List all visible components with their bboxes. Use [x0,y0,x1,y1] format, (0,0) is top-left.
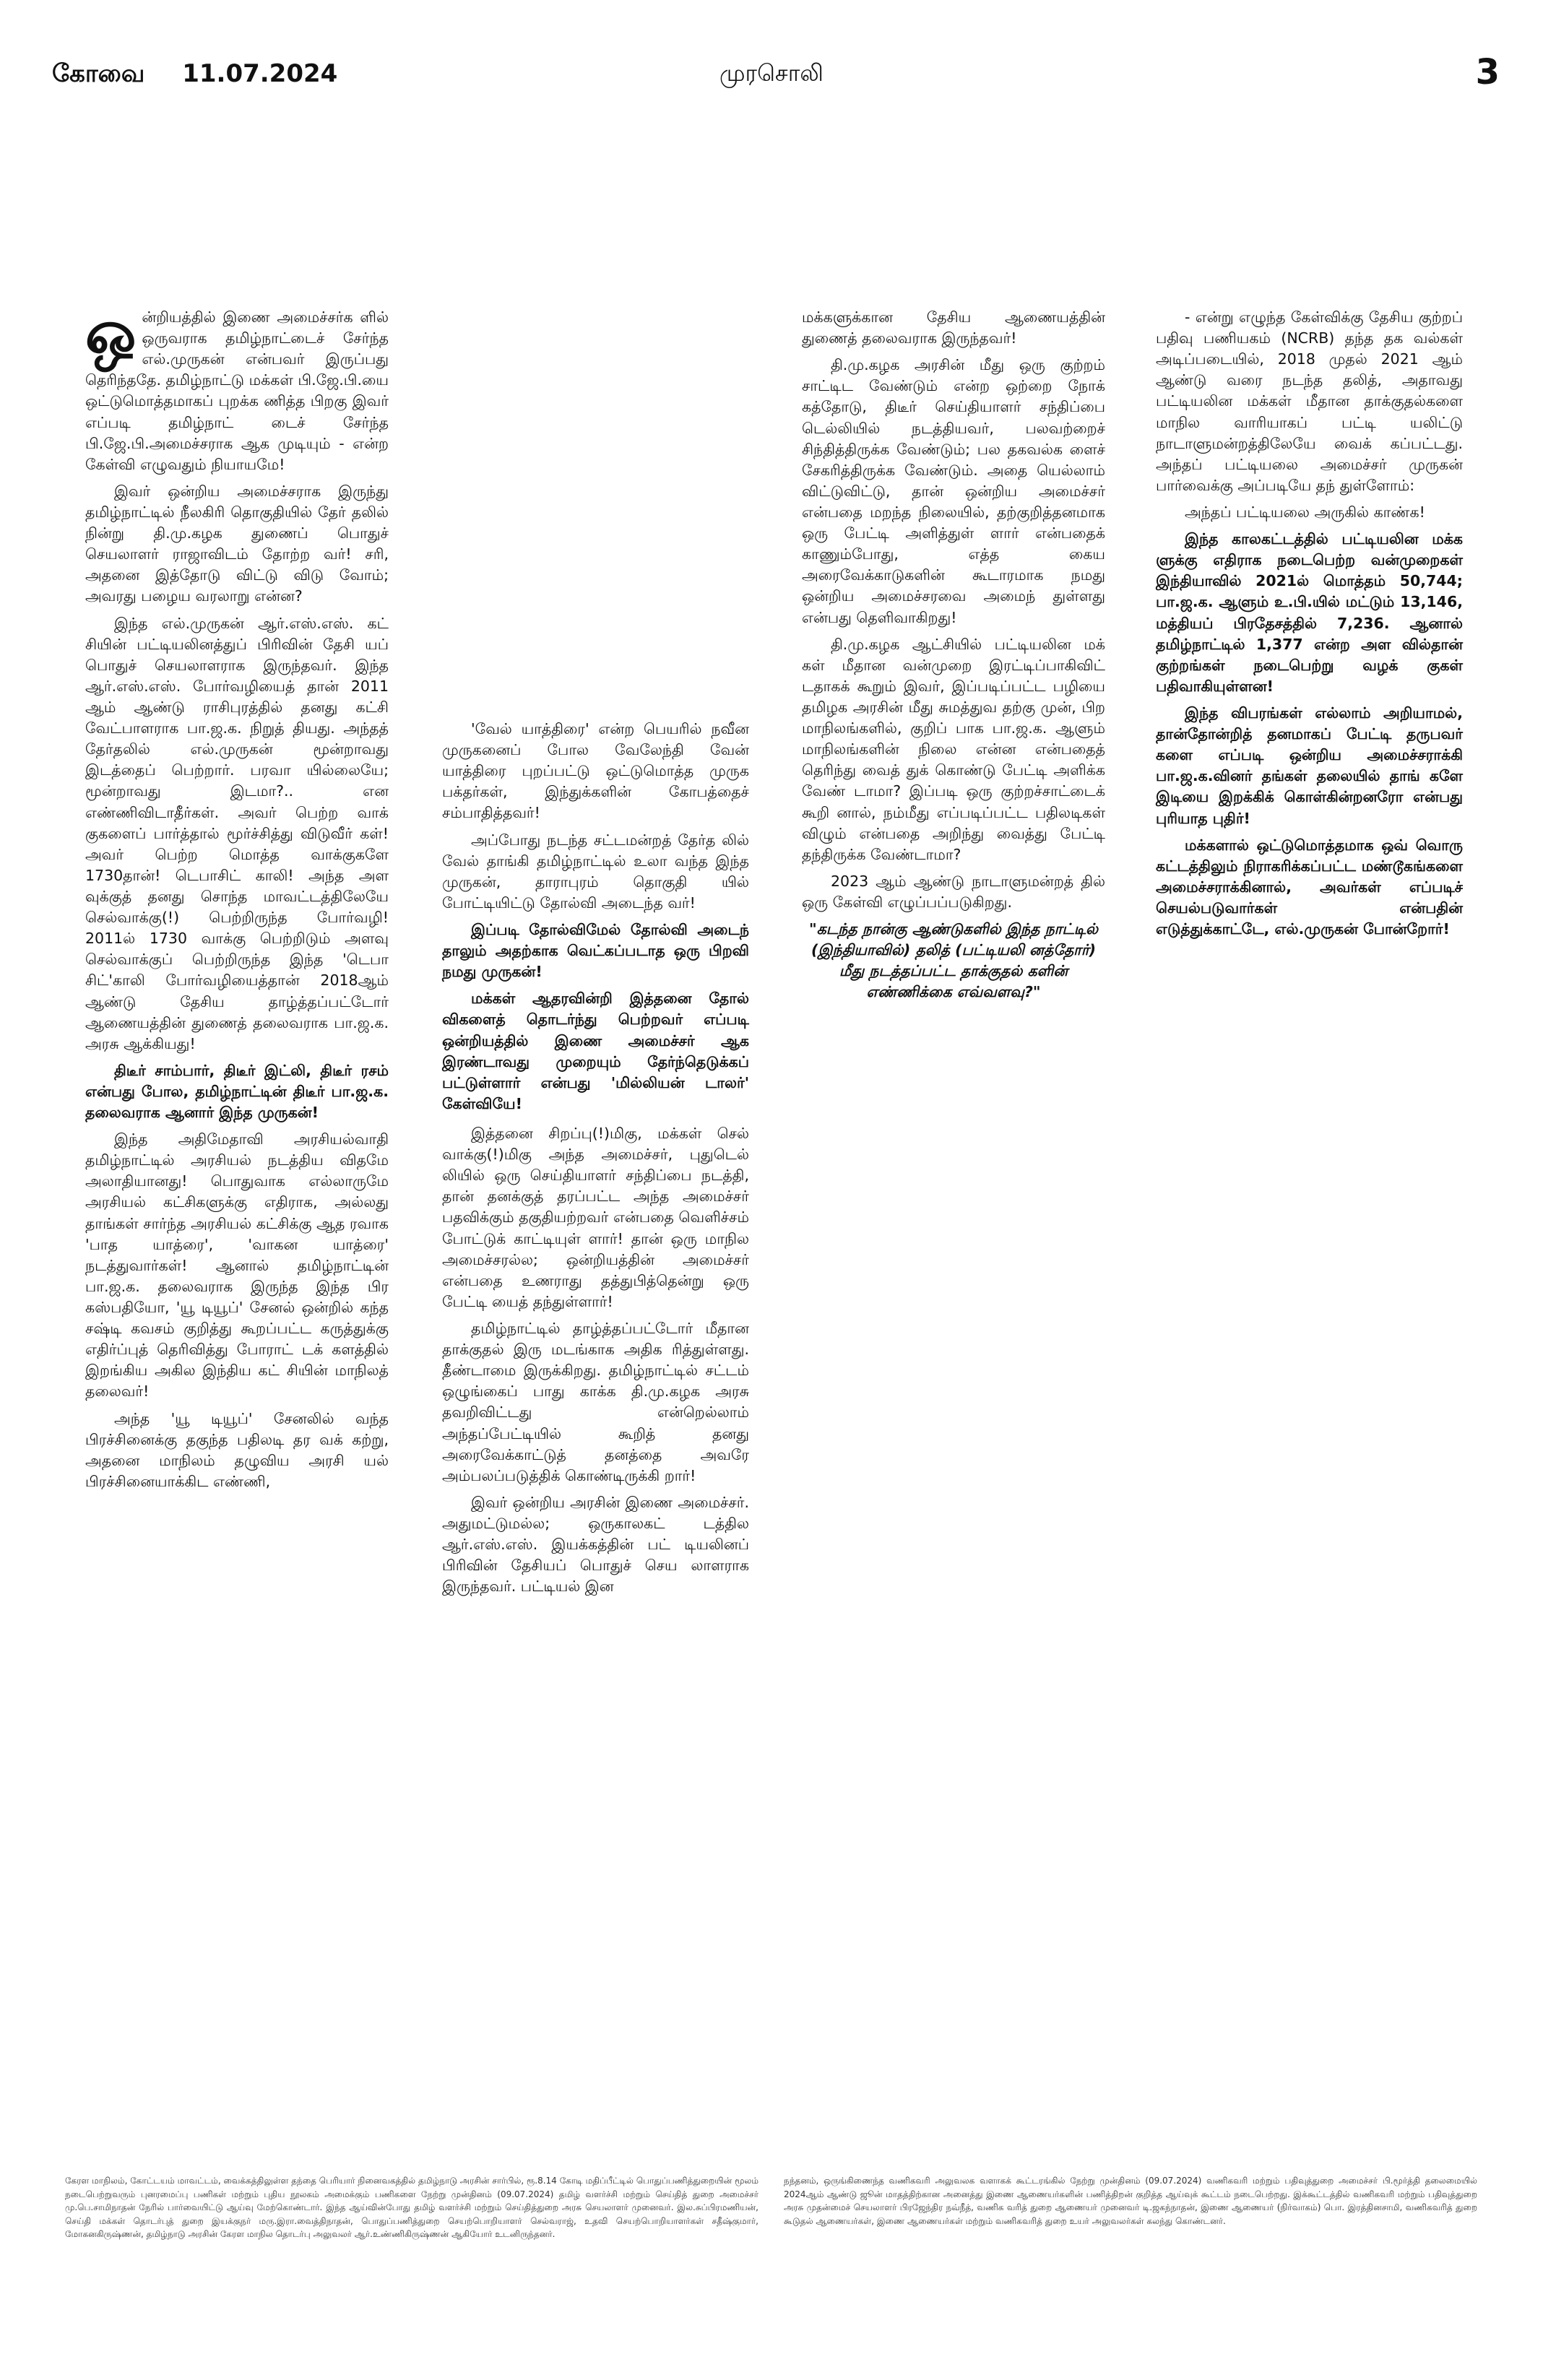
paragraph: தமிழ்நாட்டில் தாழ்த்தப்பட்டோர் மீதான தாக்குதல் இரு மடங்காக அதிக ரித்துள்ளது. தீண்டாமை இருக்கிறது. தமிழ்நாட்டில் சட்டம் ஒழுங்கைப் பாது காக்க தி.மு.கழக அரசு தவறிவிட்டது என்றெல்லாம் அந்தப்பேட்டியில் கூறித் தனது அரைவேக்காட்டுத் தனத்தை அவரே அம்பலப்படுத்திக் கொண்டிருக்கி றார்! [442,1319,749,1484]
paragraph: தி.மு.கழக அரசின் மீது ஒரு குற்றம் சாட்டிட வேண்டும் என்ற ஒற்றை நோக் கத்தோடு, திடீர் செய்தியாளர் சந்திப்பை டெல்லியில் நடத்தியவர், பலவற்றைச் சிந்தித்திருக்க வேண்டும்; பல தகவல்க ளைச் சேகரித்திருக்க வேண்டும். அதை யெல்லாம் விட்டுவிட்டு, தான் ஒன்றிய அமைச்சர் என்பதை மறந்த நிலையில், தற்குறித்தனமாக ஒரு பேட்டி அளித்துள் ளார் என்பதைக் காணும்போது, எத்த கைய அரைவேக்காடுகளின் கூடாரமாக நமது ஒன்றிய அமைச்சரவை அமைந் துள்ளது என்பது தெளிவாகிறது! [802,356,1105,626]
paragraph: அப்போது நடந்த சட்டமன்றத் தேர்த லில் வேல் தாங்கி தமிழ்நாட்டில் உலா வந்த இந்த முருகன், தாராபுரம் தொகுதி யில் போட்டியிட்டு தோல்வி அடைந்த வர்! [442,831,749,912]
paragraph-bold: மக்கள் ஆதரவின்றி இத்தனை தோல் விகளைத் தொடர்ந்து பெற்றவர் எப்படி ஒன்றியத்தில் இணை அமைச்சர் ஆக இரண்டாவது முறையும் தேர்ந்தெடுக்கப் பட்டுள்ளார் என்பது 'மில்லியன் டாலர்' கேள்வியே! [442,990,749,1112]
page-header [0,0,1543,101]
paragraph-bold: இந்த விபரங்கள் எல்லாம் அறியாமல், தான்தோன்றித் தனமாகப் பேட்டி தருபவர் களை எப்படி ஒன்றிய அமைச்சராக்கி பா.ஜ.க.வினர் தங்கள் தலையில் தாங் களே இடியை இறக்கிக் கொள்கின்றனரோ என்பது புரியாத புதிர்! [1156,704,1463,827]
paragraph: இவர் ஒன்றிய அரசின் இணை அமைச்சர். அதுமட்டுமல்ல; ஒருகாலகட் டத்தில ஆர்.எஸ்.எஸ். இயக்கத்தின் பட் டியலினப் பிரிவின் தேசியப் பொதுச் செய லாளராக இருந்தவர். பட்டியல் இன [442,1493,749,1596]
paragraph: இந்த எல்.முருகன் ஆர்.எஸ்.எஸ். கட் சியின் பட்டியலினத்துப் பிரிவின் தேசி யப் பொதுச் செயலாளராக இருந்தவர். இந்த ஆர்.எஸ்.எஸ். போர்வழியைத் தான் 2011 ஆம் ஆண்டு ராசிபுரத்தில் தனது கட்சி வேட்பாளராக பா.ஜ.க. நிறுத் தியது. அந்தத் தேர்தலில் எல்.முருகன் மூன்றாவது இடத்தைப் பெற்றார். பரவா யில்லையே; மூன்றாவது இடமா?.. என எண்ணிவிடாதீர்கள். அவர் பெற்ற வாக் குகளைப் பார்த்தால் மூர்ச்சித்து விடுவீர் கள்! அவர் பெற்ற மொத்த வாக்குகளே 1730தான்! டெபாசிட் காலி! அந்த அள வுக்குத் தனது சொந்த மாவட்டத்திலேயே செல்வாக்கு(!) பெற்றிருந்த போர்வழி! 2011ல் 1730 வாக்கு பெற்றிடும் அளவு செல்வாக்குப் பெற்றிருந்த இந்த 'டெபா சிட்'காலி போர்வழியைத்தான் 2018ஆம் ஆண்டு தேசிய தாழ்த்தப்பட்டோர் ஆணையத்தின் துணைத் தலைவராக பா.ஜ.க. அரசு ஆக்கியது! [85,614,389,1052]
paragraph-text: ன்றியத்தில் இணை அமைச்சர்க ளில் ஒருவராக தமிழ்நாட்டைச் சேர்ந்த எல்.முருகன் என்பவர் இருப்பது தெரிந்ததே. தமிழ்நாட்டு மக்கள் பி.ஜே.பி.யை ஒட்டுமொத்தமாகப் புறக்க ணித்த பிறகு இவர் எப்படி தமிழ்நாட் டைச் சேர்ந்த பி.ஜே.பி.அமைச்சராக ஆக முடியும் - என்ற கேள்வி எழுவதும் நியாயமே! [85,308,389,473]
paragraph: அந்தப் பட்டியலை அருகில் காண்க! [1185,503,1425,521]
paragraph-bold: மக்களால் ஒட்டுமொத்தமாக ஒவ் வொரு கட்டத்திலும் நிராகரிக்கப்பட்ட மண்டூகங்களை அமைச்சராக்கினால், அவர்கள் எப்படிச் செயல்படுவார்கள் என்பதின் எடுத்துக்காட்டே, எல்.முருகன் போன்றோர்! [1156,836,1463,938]
paragraph-bold: இப்படி தோல்விமேல் தோல்வி அடைந் தாலும் அதற்காக வெட்கப்படாத ஒரு பிறவி நமது முருகன்! [442,920,749,981]
paragraph: அந்த 'யூ டியூப்' சேனலில் வந்த பிரச்சினைக்கு தகுந்த பதிலடி தர வக் கற்று, அதனை மாநிலம் தழுவிய அரசி யல் பிரச்சினையாக்கிட எண்ணி, [85,1409,389,1490]
paragraph-bold: இந்த காலகட்டத்தில் பட்டியலின மக்க ளுக்கு எதிராக நடைபெற்ற வன்முறைகள் இந்தியாவில் 2021ல் மொத்தம் 50,744; பா.ஜ.க. ஆளும் உ.பி.யில் மட்டும் 13,146, மத்தியப் பிரதேசத்தில் 7,236. ஆனால் தமிழ்நாட்டில் 1,377 என்ற அள வில்தான் குற்றங்கள் நடைபெற்று வழக் குகள் பதிவாகியுள்ளன! [1156,530,1463,695]
paragraph [85,297,389,475]
edition-place: கோவை [52,59,145,88]
drop-cap: ஒ [85,297,137,368]
paragraph: 'வேல் யாத்திரை' என்ற பெயரில் நவீன முருகனைப் போல வேலேந்தி வேன் யாத்திரை புறப்பட்டு ஒட்டுமொத்த முருக பக்தர்கள், இந்துக்களின் கோபத்தைச் சம்பாதித்தவர்! [442,720,749,822]
article-column-4 [1156,307,1463,945]
masthead: முரசொலி [719,59,824,87]
pull-quote: "கடந்த நான்கு ஆண்டுகளில் இந்த நாட்டில் (இந்தியாவில்) தலித் (பட்டியலி னத்தோர்) மீது நடத்தப்பட்ட தாக்குதல் களின் எண்ணிக்கை எவ்வளவு?" [808,920,1099,1001]
article-column-3 [802,307,1105,1009]
paragraph-bold: திடீர் சாம்பார், திடீர் இட்லி, திடீர் ரசம் என்பது போல, தமிழ்நாட்டின் திடீர் பா.ஜ.க. தலைவராக ஆனார் இந்த முருகன்! [85,1061,389,1122]
paragraph: இவர் ஒன்றிய அமைச்சராக இருந்து தமிழ்நாட்டில் நீலகிரி தொகுதியில் தேர் தலில் நின்று தி.மு.கழக துணைப் பொதுச் செயலாளர் ராஜாவிடம் தோற்ற வர்! சரி, அதனை இத்தோடு விட்டு விடு வோம்; அவரது பழைய வரலாறு என்ன? [85,482,389,605]
paragraph: இந்த அதிமேதாவி அரசியல்வாதி தமிழ்நாட்டில் அரசியல் நடத்திய விதமே அலாதியானது! பொதுவாக எல்லாருமே அரசியல் கட்சிகளுக்கு எதிராக, அல்லது தாங்கள் சார்ந்த அரசியல் கட்சிக்கு ஆத ரவாக 'பாத யாத்ரை', 'வாகன யாத்ரை' நடத்துவார்கள்! ஆனால் தமிழ்நாட்டின் பா.ஜ.க. தலைவராக இருந்த இந்த பிர கஸ்பதியோ, 'யூ டியூப்' சேனல் ஒன்றில் கந்த சஷ்டி கவசம் குறித்து கூறப்பட்ட கருத்துக்கு எதிர்ப்புத் தெரிவித்து போராட் டக் களத்தில் இறங்கிய அகில இந்திய கட் சியின் மாநிலத் தலைவர்! [85,1130,389,1401]
paragraph: மக்களுக்கான தேசிய ஆணையத்தின் துணைத் தலைவராக இருந்தவர்! [802,308,1105,347]
article-column-2-bottom [442,1123,749,1603]
issue-date: 11.07.2024 [182,59,338,88]
article-column-2-top [442,719,749,1120]
paragraph: - என்று எழுந்த கேள்விக்கு தேசிய குற்றப் பதிவு பணியகம் (NCRB) தந்த தக வல்கள் அடிப்படையில், 2018 முதல் 2021 ஆம் ஆண்டு வரை நடந்த தலித், அதாவது பட்டியலின மக்கள் மீதான தாக்குதல்களை மாநில வாரியாகப் பட்டி யலிட்டு நாடாளுமன்றத்திலேயே வைக் கப்பட்டது. அந்தப் பட்டியலை அமைச்சர் முருகன் பார்வைக்கு அப்படியே தந் துள்ளோம்: [1156,308,1463,494]
paragraph: தி.மு.கழக ஆட்சியில் பட்டியலின மக் கள் மீதான வன்முறை இரட்டிப்பாகிவிட் டதாகக் கூறும் இவர், இப்படிப்பட்ட பழியை தமிழக அரசின் மீது சுமத்துவ தற்கு முன், பிற மாநிலங்களில், குறிப் பாக பா.ஜ.க. ஆளும் மாநிலங்களின் நிலை என்ன என்பதைத் தெரிந்து வைத் துக் கொண்டு பேட்டி அளிக்க வேண் டாமா? இப்படி ஒரு குற்றச்சாட்டைக் கூறி னால், நம்மீது எப்படிப்பட்ட பதிலடிகள் விழும் என்பதை அறிந்து வைத்து பேட்டி தந்திருக்க வேண்டாமா? [802,635,1105,863]
paragraph: 2023 ஆம் ஆண்டு நாடாளுமன்றத் தில் ஒரு கேள்வி எழுப்பப்படுகிறது. [802,872,1105,911]
page-number: 3 [1475,52,1500,92]
article-column-1 [85,297,389,1498]
paragraph: இத்தனை சிறப்பு(!)மிகு, மக்கள் செல் வாக்கு(!)மிகு அந்த அமைச்சர், புதுடெல் லியில் ஒரு செய்தியாளர் சந்திப்பை நடத்தி, தான் தனக்குத் தரப்பட்ட அந்த அமைச்சர் பதவிக்கும் தகுதியற்றவர் என்பதை வெளிச்சம் போட்டுக் காட்டியுள் ளார்! தான் ஒரு மாநில அமைச்சரல்ல; ஒன்றியத்தின் அமைச்சர் என்பதை உணராது தத்துபித்தென்று ஒரு பேட்டி யைத் தந்துள்ளார்! [442,1125,749,1310]
photo-caption-left: கேரள மாநிலம், கோட்டயம் மாவட்டம், வைக்கத்திலுள்ள தந்தை பெரியார் நினைவகத்தில் தமிழ்நாடு அரசின் சார்பில், ரூ.8.14 கோடி மதிப்பீட்டில் பொதுப்பணித்துறையின் மூலம் நடைபெற்றுவரும் புனரமைப்பு பணிகள் மற்றும் புதிய நூலகம் அமைக்கும் பணிகளை நேற்று முன்தினம் (09.07.2024) தமிழ் வளர்ச்சி மற்றும் செய்தித் துறை அமைச்சர் மு.பெ.சாமிநாதன் நேரில் பார்வையிட்டு ஆய்வு மேற்கொண்டார். இந்த ஆய்வின்போது தமிழ் வளர்ச்சி மற்றும் செய்தித்துறை அரசு செயலாளர் முனைவர். இல.சுப்பிரமணியன், செய்தி மக்கள் தொடர்புத் துறை இயக்குநர் மரு.இரா.வைத்திநாதன், பொதுப்பணித்துறை செயற்பொறியாளர் செல்வராஜ், உதவி செயற்பொறியாளர்கள் சதீஷ்குமார், மோகனகிருஷ்ணன், தமிழ்நாடு அரசின் கேரள மாநில தொடர்பு அலுவலர் ஆர்.உண்ணிகிருஷ்ணன் ஆகியோர் உடனிருந்தனர். [65,2176,758,2240]
photo-caption-right: நந்தனம், ஒருங்கிணைந்த வணிகவரி அலுவலக வளாகக் கூட்டரங்கில் நேற்று முன்தினம் (09.07.2024) வணிகவரி மற்றும் பதிவுத்துறை அமைச்சர் பி.மூர்த்தி தலைமையில் 2024ஆம் ஆண்டு ஜூன் மாதத்திற்கான அனைத்து இணை ஆணையர்களின் பணித்திறன் குறித்த ஆய்வுக் கூட்டம் நடைபெற்றது. இக்கூட்டத்தில் வணிகவரி மற்றும் பதிவுத்துறை அரசு முதன்மைச் செயலாளர் பிரஜேந்திர நவ்நீத், வணிக வரித் துறை ஆணையர் முனைவர் டி.ஜகந்நாதன், இணை ஆணையர் (நிர்வாகம்) பொ. இரத்தினசாமி, வணிகவரித் துறை கூடுதல் ஆணையர்கள், இணை ஆணையர்கள் மற்றும் வணிகவரித் துறை உயர் அலுவலர்கள் கலந்து கொண்டனர். [784,2176,1477,2226]
